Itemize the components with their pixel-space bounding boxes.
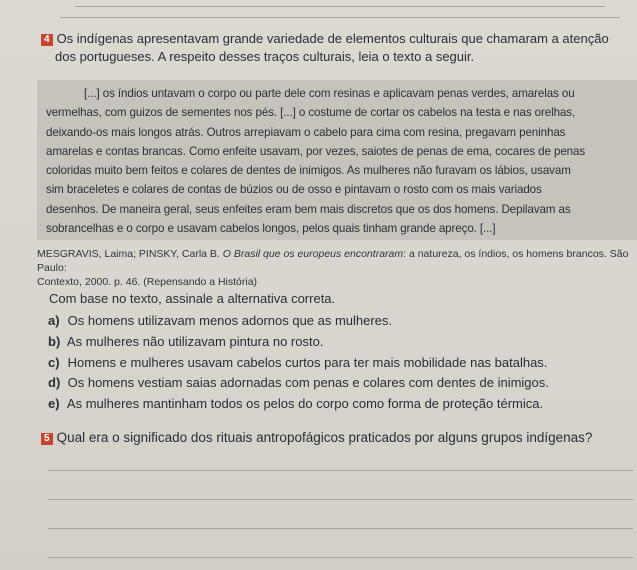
quote-line: amarelas e contas brancas. Como enfeite usavam, por vezes, saiotes de penas de ema, cocares de penas	[46, 144, 586, 158]
question-4-intro-line1: Os indígenas apresentavam grande variedade de elementos culturais que chamaram a atenção	[56, 31, 609, 46]
option-text: Os homens vestiam saias adornadas com penas e colares com dentes de inimigos.	[67, 375, 549, 391]
quote-line: sim braceletes e colares de contas de búzios ou de osso e pintavam o rosto com os mais variados	[46, 183, 542, 197]
quote-line: coloridas muito bem feitos e colares de dentes de inimigos. As mulheres não furavam os lábios, usavam	[46, 164, 571, 178]
question-4-intro-line2: dos portugueses. A respeito desses traços culturais, leia o texto a seguir.	[55, 49, 475, 64]
option-text: As mulheres não utilizavam pintura no rosto.	[66, 333, 324, 349]
answer-line[interactable]	[48, 557, 633, 558]
citation-authors: MESGRAVIS, Laima; PINSKY, Carla B.	[37, 248, 223, 260]
answer-line[interactable]	[48, 499, 633, 500]
option-text: Homens e mulheres usavam cabelos curtos para ter mais mobilidade nas batalhas.	[67, 354, 548, 370]
answer-line	[75, 6, 605, 7]
question-4-intro	[41, 30, 631, 66]
option-e[interactable]	[48, 394, 628, 415]
question-4-prompt: Com base no texto, assinale a alternativa correta.	[49, 291, 336, 306]
quote-line: vermelhas, com guizos de sementes nos pés. [...] o costume de cortar os cabelos na testa e nas orelhas,	[46, 106, 576, 120]
quote-line: [...] os índios untavam o corpo ou parte dele com resinas e aplicavam penas verdes, amarelas ou	[84, 87, 575, 100]
quote-line: deixando-os mais longos atrás. Outros arrepiavam o cabelo para cima com resina, pregavam peninhas	[46, 125, 566, 139]
option-letter: c)	[48, 354, 60, 370]
option-b[interactable]	[48, 332, 628, 353]
option-text: Os homens utilizavam menos adornos que as mulheres.	[67, 313, 393, 328]
option-letter: e)	[48, 396, 60, 412]
answer-line	[60, 17, 620, 18]
option-letter: b)	[48, 333, 61, 349]
question-number-badge: 5	[41, 433, 53, 445]
option-letter: a)	[48, 313, 60, 328]
citation	[37, 247, 635, 289]
option-letter: d)	[48, 375, 61, 391]
question-number-badge: 4	[41, 34, 53, 46]
citation-line2: Contexto, 2000. p. 46. (Repensando a História)	[37, 276, 258, 288]
option-text: As mulheres mantinham todos os pelos do corpo como forma de proteção térmica.	[66, 396, 544, 412]
option-a[interactable]	[48, 311, 628, 332]
quote-line: sobrancelhas e o corpo e usavam cabelos longos, pelos quais tinham grande apreço. [...]	[46, 222, 496, 236]
question-5	[41, 429, 637, 447]
quote-line: desenhos. De maneira geral, seus enfeites eram bem mais discretos que os dos homens. Depilavam as	[46, 202, 571, 216]
answer-line[interactable]	[48, 470, 633, 471]
quote-box	[37, 80, 637, 240]
option-c[interactable]	[48, 353, 628, 374]
answer-options	[48, 311, 628, 415]
question-5-text: Qual era o significado dos rituais antropofágicos praticados por alguns grupos indígenas?	[56, 430, 593, 445]
citation-rest: : a natureza, os índios, os homens brancos. São Paulo:	[37, 248, 629, 274]
answer-line[interactable]	[48, 528, 633, 529]
citation-title: O Brasil que os europeus encontraram	[222, 248, 404, 260]
option-d[interactable]	[48, 373, 628, 394]
